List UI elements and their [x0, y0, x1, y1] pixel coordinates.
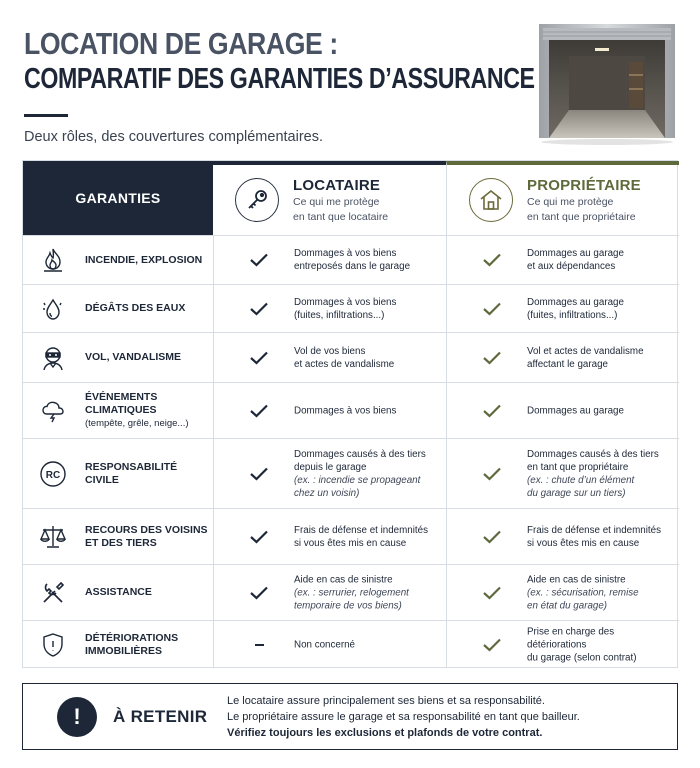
locataire-title: LOCATAIRE — [293, 176, 381, 194]
guarantee-label: DÉTÉRIORATIONS IMMOBILIÈRES — [85, 631, 179, 657]
storm-icon — [35, 383, 71, 438]
table-row — [23, 438, 679, 508]
proprietaire-cell: Frais de défense et indemnités si vous êtes mis en cause — [446, 509, 679, 564]
table-row — [23, 508, 679, 564]
proprietaire-cell: Aide en cas de sinistre (ex. : sécurisation, remise en état du garage) — [446, 565, 679, 620]
table-row — [23, 235, 679, 284]
water-drop-icon — [35, 285, 71, 332]
takeaway-title: À RETENIR — [113, 707, 208, 726]
header-proprietaire — [446, 161, 679, 235]
header-locataire — [213, 161, 446, 235]
rc-icon — [35, 439, 71, 508]
garage-photo — [537, 22, 677, 146]
proprietaire-title: PROPRIÉTAIRE — [527, 176, 641, 194]
tools-icon — [35, 565, 71, 620]
check-icon — [248, 349, 270, 367]
locataire-cell: Non concerné — [213, 621, 446, 668]
scales-icon — [35, 509, 71, 564]
proprietaire-sub-1: Ce qui me protège — [527, 195, 614, 208]
check-icon — [248, 584, 270, 602]
dash-icon — [248, 636, 270, 654]
key-takeaway-box — [22, 683, 678, 750]
takeaway-line-3: Vérifiez toujours les exclusions et plafonds de votre contrat. — [227, 727, 543, 739]
guarantee-label: INCENDIE, EXPLOSION — [85, 253, 203, 266]
guarantee-label: RESPONSABILITÉ CIVILE — [85, 460, 178, 486]
check-icon — [248, 402, 270, 420]
check-icon — [248, 528, 270, 546]
locataire-cell: Dommages causés à des tiers depuis le garage (ex. : incendie se propageant chez un voisin) — [213, 439, 446, 508]
locataire-cell: Dommages à vos biens entreposés dans le garage — [213, 236, 446, 284]
key-icon — [235, 178, 279, 222]
house-icon — [469, 178, 513, 222]
title-line-2: COMPARATIF DES GARANTIES D’ASSURANCE — [24, 63, 535, 95]
page-subtitle: Deux rôles, des couvertures complémentaires. — [24, 129, 323, 145]
fire-icon — [35, 236, 71, 284]
locataire-sub-1: Ce qui me protège — [293, 195, 380, 208]
table-row — [23, 332, 679, 382]
proprietaire-sub-2: en tant que propriétaire — [527, 210, 636, 223]
locataire-cell: Frais de défense et indemnités si vous êtes mis en cause — [213, 509, 446, 564]
guarantee-label: ASSISTANCE — [85, 586, 152, 598]
locataire-cell: Vol de vos biens et actes de vandalisme — [213, 333, 446, 382]
guarantee-label: RECOURS DES VOISINS ET DES TIERS — [85, 523, 208, 549]
guarantees-table — [22, 160, 678, 668]
locataire-cell: Dommages à vos biens (fuites, infiltrations...) — [213, 285, 446, 332]
guarantee-label: DÉGÂTS DES EAUX — [85, 302, 186, 314]
title-line-1: LOCATION DE GARAGE : — [24, 26, 338, 61]
exclamation-icon: ! — [57, 697, 97, 737]
table-row — [23, 564, 679, 620]
table-row — [23, 620, 679, 668]
check-icon — [481, 300, 503, 318]
svg-text:RC: RC — [45, 469, 61, 481]
proprietaire-cell: Dommages au garage et aux dépendances — [446, 236, 679, 284]
takeaway-line-2: Le propriétaire assure le garage et sa responsabilité en tant que bailleur. — [227, 711, 580, 723]
header-garanties: GARANTIES — [23, 161, 213, 235]
shield-icon — [35, 621, 71, 668]
proprietaire-cell: Dommages au garage — [446, 383, 679, 438]
check-icon — [481, 636, 503, 654]
locataire-sub-2: en tant que locataire — [293, 210, 389, 223]
proprietaire-cell: Prise en charge des détériorations du garage (selon contrat) — [446, 621, 679, 668]
locataire-cell: Aide en cas de sinistre (ex. : serrurier, relogement temporaire de vos biens) — [213, 565, 446, 620]
proprietaire-cell: Vol et actes de vandalisme affectant le garage — [446, 333, 679, 382]
check-icon — [481, 528, 503, 546]
title-divider — [24, 114, 68, 117]
check-icon — [248, 300, 270, 318]
thief-icon — [35, 333, 71, 382]
check-icon — [481, 349, 503, 367]
guarantee-label: ÉVÉNEMENTS CLIMATIQUES (tempête, grêle, neige...) — [85, 391, 189, 429]
check-icon — [481, 251, 503, 269]
proprietaire-cell: Dommages causés à des tiers en tant que propriétaire (ex. : chute d’un élément du garage sur un tiers) — [446, 439, 679, 508]
check-icon — [481, 465, 503, 483]
takeaway-line-1: Le locataire assure principalement ses biens et sa responsabilité. — [227, 695, 545, 707]
check-icon — [248, 465, 270, 483]
locataire-cell: Dommages à vos biens — [213, 383, 446, 438]
check-icon — [481, 402, 503, 420]
check-icon — [481, 584, 503, 602]
table-row — [23, 382, 679, 438]
proprietaire-cell: Dommages au garage (fuites, infiltrations...) — [446, 285, 679, 332]
table-row — [23, 284, 679, 332]
guarantee-label: VOL, VANDALISME — [85, 351, 182, 363]
check-icon — [248, 251, 270, 269]
